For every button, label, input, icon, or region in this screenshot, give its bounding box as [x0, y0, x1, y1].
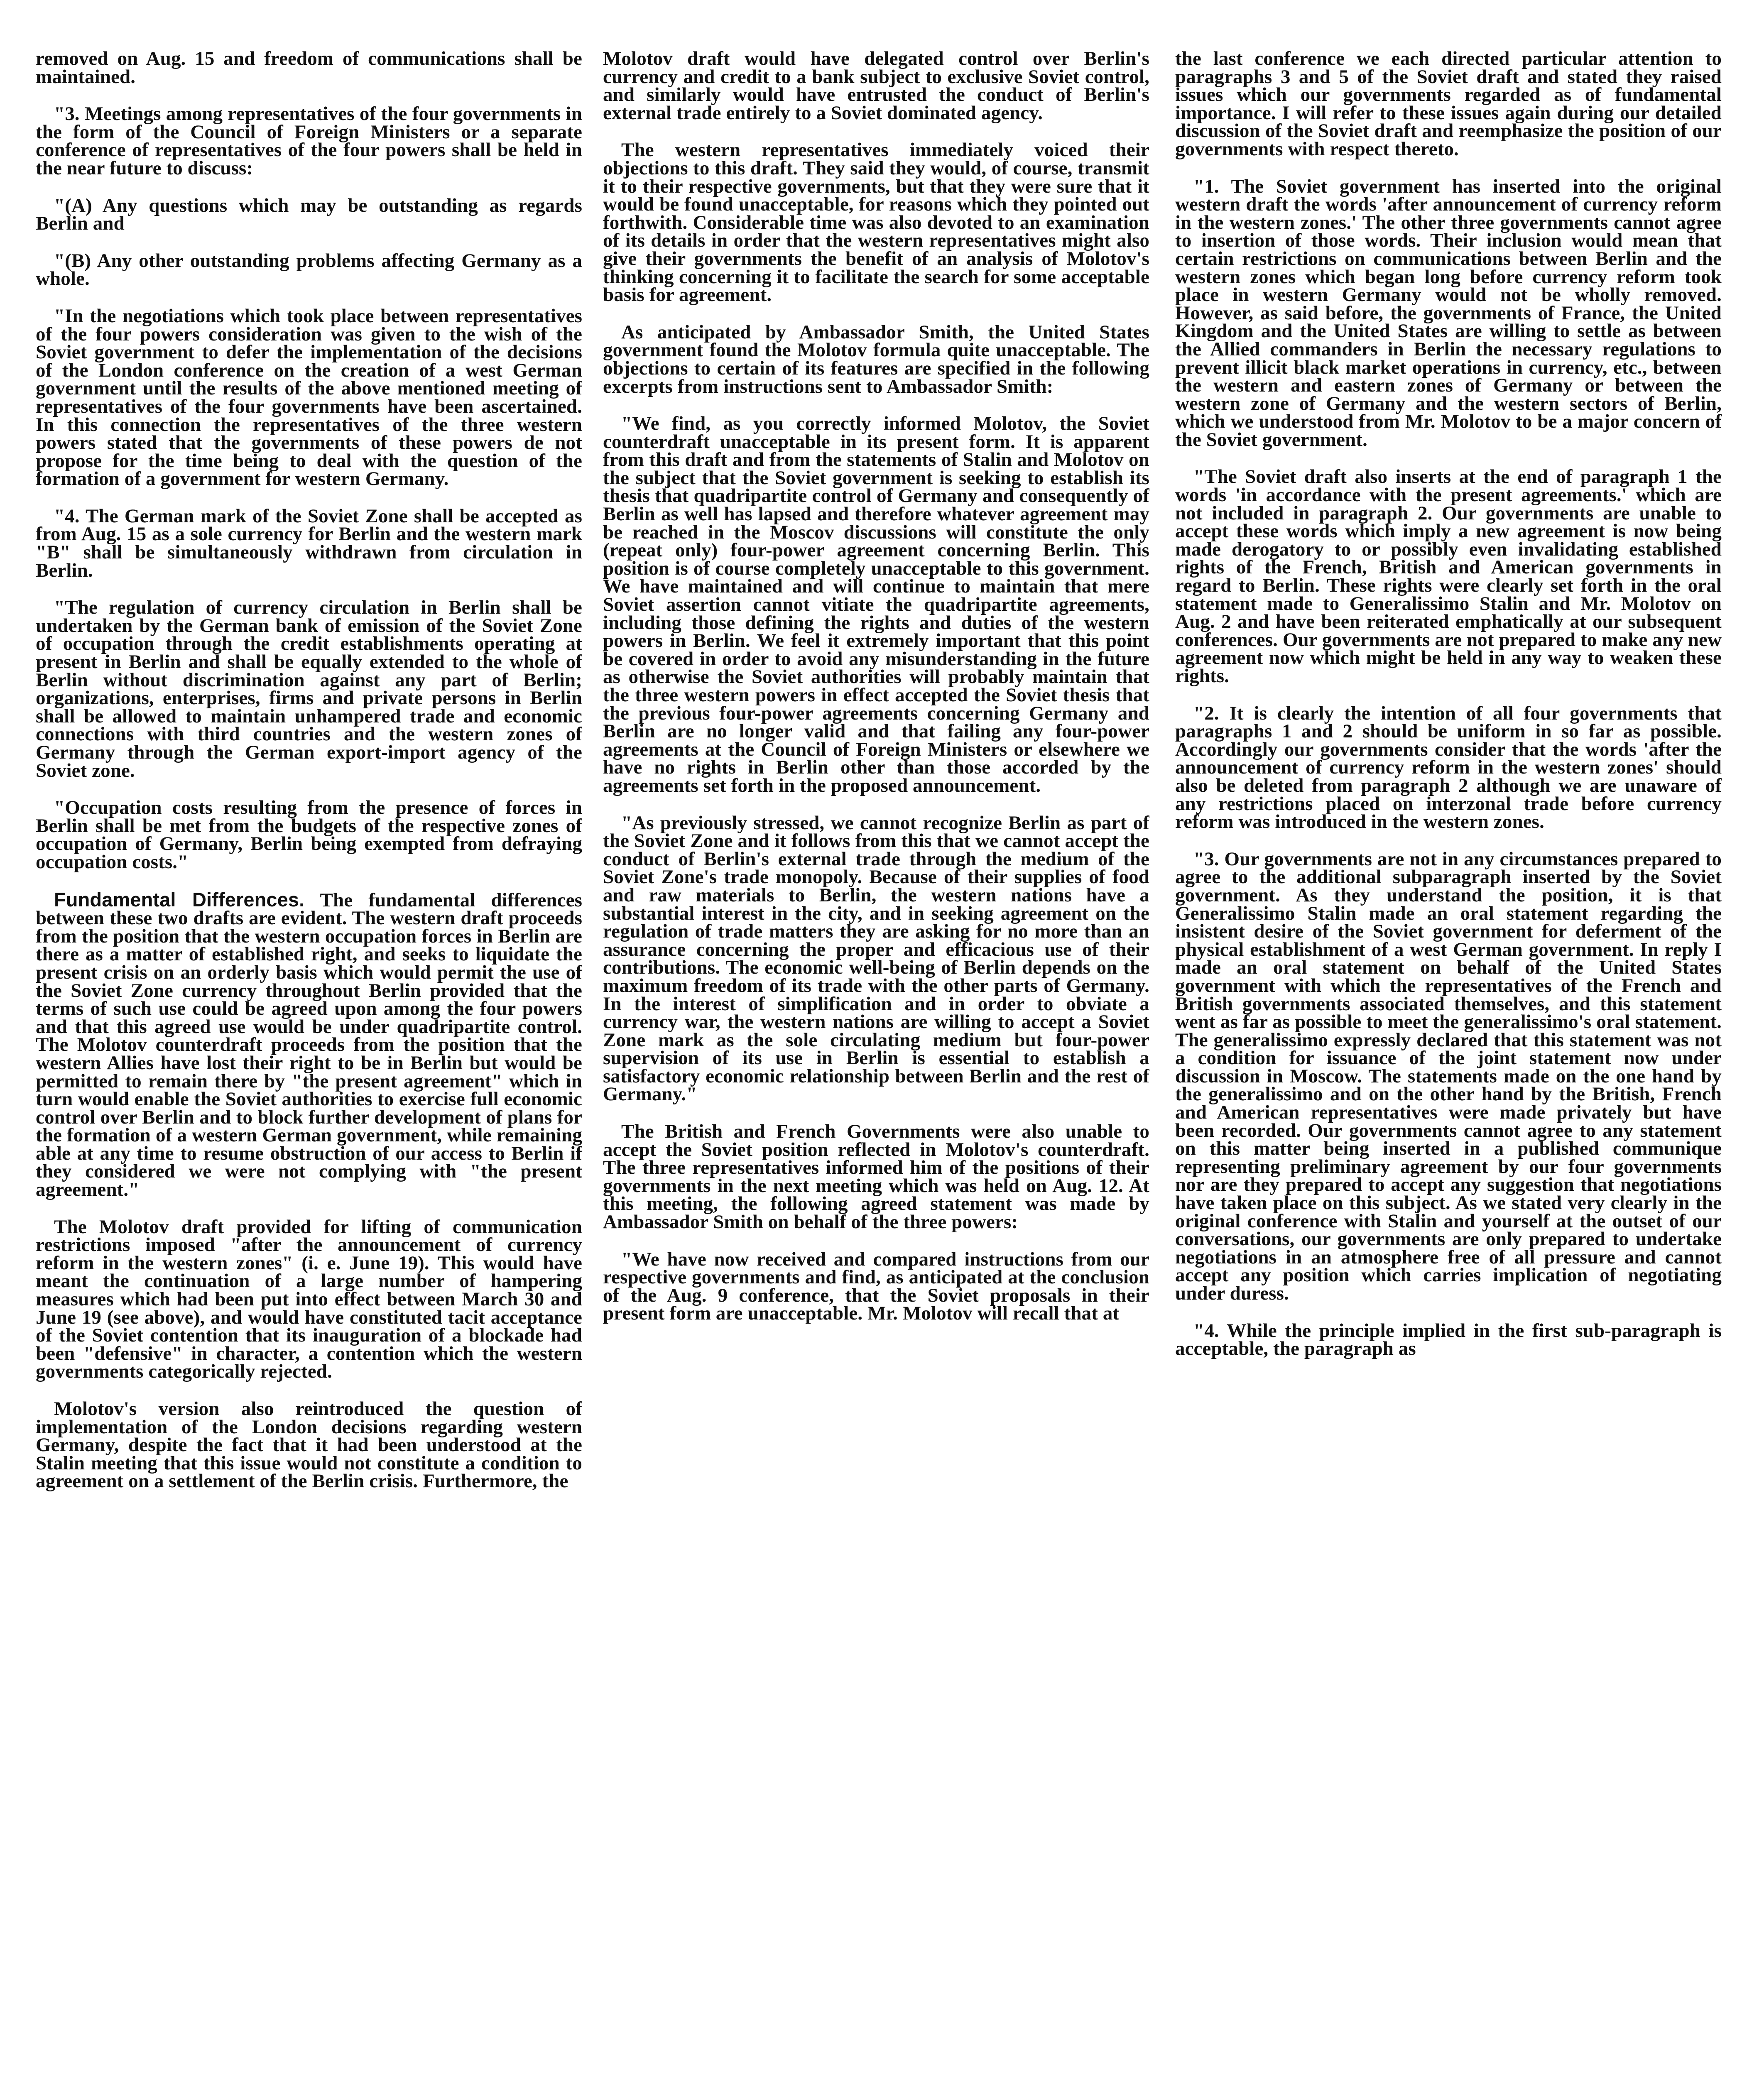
paragraph: The British and French Governments were also unable to accept the Soviet position reflected in Molotov's counterdraft. The three representatives informed him of the positions of their governments in the next meeting which was held on Aug. 12. At this meeting, the following agreed statement was made by Ambassador Smith on behalf of the three powers:	[603, 1121, 1149, 1233]
paragraph	[36, 888, 582, 1201]
paragraph: removed on Aug. 15 and freedom of communications shall be maintained.	[36, 50, 582, 88]
paragraph: "As previously stressed, we cannot recognize Berlin as part of the Soviet Zone and it follows from this that we cannot accept the conduct of Berlin's external trade through the medium of the Soviet Zone's trade monopoly. Because of their supplies of food and raw materials to Berlin, the western nations have a substantial interest in the city, and in seeking agreement on the regulation of trade matters they are asking for no more than an assurance concerning the proper and efficacious use of their contributions. The economic well-being of Berlin depends on the maximum freedom of its trade with the other parts of Germany. In the interest of simplification and in order to obviate a currency war, the western nations are willing to accept a Soviet Zone mark as the sole circulating medium but four-power supervision of its use in Berlin is essential to establish a satisfactory economic relationship between Berlin and the rest of Germany."	[603, 812, 1149, 1105]
paragraph: "3. Meetings among representatives of the four governments in the form of the Council of Foreign Ministers or a separate conference of representatives of the four powers shall be held in the near future to discuss:	[36, 103, 582, 179]
paragraph: "In the negotiations which took place between representatives of the four powers consideration was given to the wish of the Soviet government to defer the implementation of the decisions of the London conference on the creation of a west German government until the results of the above mentioned meeting of representatives of the four governments have been ascertained. In this connection the representatives of the three western powers stated that the governments of these powers de not propose for the time being to deal with the question of the formation of a government for western Germany.	[36, 305, 582, 490]
paragraph: "4. The German mark of the Soviet Zone shall be accepted as from Aug. 15 as a sole currency for Berlin and the western mark "B" shall be simultaneously withdrawn from circulation in Berlin.	[36, 505, 582, 581]
paragraph: "4. While the principle implied in the first sub-paragraph is acceptable, the paragraph as	[1175, 1320, 1722, 1360]
paragraph: "We find, as you correctly informed Molotov, the Soviet counterdraft unacceptable in its present form. It is apparent from this draft and from the statements of Stalin and Molotov on the subject that the Soviet government is seeking to establish its thesis that quadripartite control of Germany and consequently of Berlin as well has lapsed and therefore whatever agreement may be reached in the Moscov discussions will constitute the only (repeat only) four-power agreement concerning Berlin. This position is of course completely unacceptable to this government. We have maintained and will continue to maintain that mere Soviet assertion cannot vitiate the quadripartite agreements, including those defining the rights and duties of the western powers in Berlin. We feel it extremely important that this point be covered in order to avoid any misunderstanding in the future as otherwise the Soviet authorities will probably maintain that the three western powers in effect accepted the Soviet thesis that the previous four-power agreements concerning Germany and Berlin are no longer valid and that failing any four-power agreements at the Council of Foreign Ministers or elsewhere we have no rights in Berlin other than those accorded by the agreements set forth in the proposed announcement.	[603, 413, 1149, 796]
paragraph-text: The fundamental differences between these two drafts are evident. The western draft proceeds from the position that the western occupation forces in Berlin are there as a matter of established right, and seeks to liquidate the present crisis on an orderly basis which would permit the use of the Soviet Zone currency throughout Berlin provided that the terms of such use could be agreed upon among the four powers and that this agreed use would be under quadripartite control. The Molotov counterdraft proceeds from the position that the western Allies have lost their right to be in Berlin but would be permitted to remain there by "the present agreement" which in turn would enable the Soviet authorities to exercise full economic control over Berlin and to block further development of plans for the formation of a western German government, while remaining able at any time to resume obstruction of our access to Berlin if they considered we were not complying with "the present agreement."	[36, 889, 582, 1201]
text-column-left	[36, 50, 582, 2076]
paragraph: "2. It is clearly the intention of all four governments that paragraphs 1 and 2 should be uniform in so far as possible. Accordingly our governments consider that the words 'after the announcement of currency reform in the western zones' should also be deleted from paragraph 2 although we are unaware of any restrictions placed on interzonal trade before currency reform was introduced in the western zones.	[1175, 702, 1722, 833]
paragraph: "(B) Any other outstanding problems affecting Germany as a whole.	[36, 250, 582, 290]
paragraph: As anticipated by Ambassador Smith, the United States government found the Molotov formula quite unacceptable. The objections to certain of its features are specified in the following excerpts from instructions sent to Ambassador Smith:	[603, 321, 1149, 397]
paragraph: Molotov's version also reintroduced the question of implementation of the London decisions regarding western Germany, despite the fact that it had been understood at the Stalin meeting that this issue would not constitute a condition to agreement on a settlement of the Berlin crisis. Furthermore, the	[36, 1398, 582, 1492]
text-column-middle	[603, 50, 1149, 2076]
paragraph: The Molotov draft provided for lifting of communication restrictions imposed "after the announcement of currency reform in the western zones" (i. e. June 19). This would have meant the continuation of a large number of hampering measures which had been put into effect between March 30 and June 19 (see above), and would have constituted tacit acceptance of the Soviet contention that its inauguration of a blockade had been "defensive" in character, a contention which the western governments categorically rejected.	[36, 1216, 582, 1383]
paragraph: "The Soviet draft also inserts at the end of paragraph 1 the words 'in accordance with the present agreements.' which are not included in paragraph 2. Our governments are unable to accept these words which imply a new agreement is now being made derogatory to or possibly even invalidating established rights of the French, British and American governments in regard to Berlin. These rights were clearly set forth in the oral statement made to Generalissimo Stalin and Mr. Molotov on Aug. 2 and have been reiterated emphatically at our subsequent conferences. Our governments are not prepared to make any new agreement now which might be held in any way to weaken these rights.	[1175, 466, 1722, 687]
paragraph: "The regulation of currency circulation in Berlin shall be undertaken by the German bank of emission of the Soviet Zone of occupation through the credit establishments operating at present in Berlin and shall be equally extended to the whole of Berlin without discrimination against any part of Berlin; organizations, enterprises, firms and private persons in Berlin shall be allowed to maintain unhampered trade and economic connections with third countries and the western zones of Germany through the German export-import agency of the Soviet zone.	[36, 597, 582, 781]
paragraph: Molotov draft would have delegated control over Berlin's currency and credit to a bank subject to exclusive Soviet control, and similarly would have entrusted the conduct of Berlin's external trade entirely to a Soviet dominated agency.	[603, 50, 1149, 124]
paragraph: "1. The Soviet government has inserted into the original western draft the words 'after announcement of currency reform in the western zones.' The other three governments cannot agree to insertion of those words. Their inclusion would mean that certain restrictions on communications between Berlin and the western zones which began long before currency reform took place in western Germany would not be wholly removed. However, as said before, the governments of France, the United Kingdom and the United States are willing to settle as between the Allied commanders in Berlin the necessary regulations to prevent illicit black market operations in currency, etc., between the western and eastern zones of Germany or between the western zone of Germany and the western sectors of Berlin, which we understood from Mr. Molotov to be a major concern of the Soviet government.	[1175, 175, 1722, 450]
paragraph: "3. Our governments are not in any circumstances prepared to agree to the additional subparagraph inserted by the Soviet government. As they understand the position, it is that Generalissimo Stalin made an oral statement regarding the insistent desire of the Soviet government for deferment of the physical establishment of a west German government. In reply I made an oral statement on behalf of the United States government with which the representatives of the French and British governments associated themselves, and this statement went as far as possible to meet the generalissimo's oral statement. The generalissimo expressly declared that this statement was not a condition for issuance of the joint statement now under discussion in Moscow. The statements made on the one hand by the generalissimo and on the other hand by the British, French and American representatives were made privately but have been recorded. Our governments cannot agree to any statement on this matter being inserted in a published communique representing preliminary agreement by our four governments nor are they prepared to accept any suggestion that negotiations have taken place on this subject. As we stated very clearly in the original conference with Stalin and yourself at the outset of our conversations, our governments are only prepared to undertake negotiations in an atmosphere free of all pressure and cannot accept any position which carries implication of negotiating under duress.	[1175, 848, 1722, 1304]
paragraph: "(A) Any questions which may be outstanding as regards Berlin and	[36, 194, 582, 235]
text-column-right	[1175, 50, 1722, 2076]
section-subheading: Fundamental Differences.	[54, 888, 305, 911]
paragraph: "We have now received and compared instructions from our respective governments and find, as anticipated at the conclusion of the Aug. 9 conference, that the Soviet proposals in their present form are unacceptable. Mr. Molotov will recall that at	[603, 1248, 1149, 1324]
paragraph: the last conference we each directed particular attention to paragraphs 3 and 5 of the Soviet draft and stated they raised issues which our governments regarded as of fundamental importance. I will refer to these issues again during our detailed discussion of the Soviet draft and reemphasize the position of our governments with respect thereto.	[1175, 50, 1722, 160]
paragraph: The western representatives immediately voiced their objections to this draft. They said they would, of course, transmit it to their respective governments, but that they were sure that it would be found unacceptable, for reasons which they pointed out forthwith. Considerable time was also devoted to an examination of its details in order that the western representatives might also give their governments the benefit of an analysis of Molotov's thinking concerning it to facilitate the search for some acceptable basis for agreement.	[603, 139, 1149, 306]
paragraph: "Occupation costs resulting from the presence of forces in Berlin shall be met from the budgets of the respective zones of occupation of Germany, Berlin being exempted from defraying occupation costs."	[36, 797, 582, 873]
